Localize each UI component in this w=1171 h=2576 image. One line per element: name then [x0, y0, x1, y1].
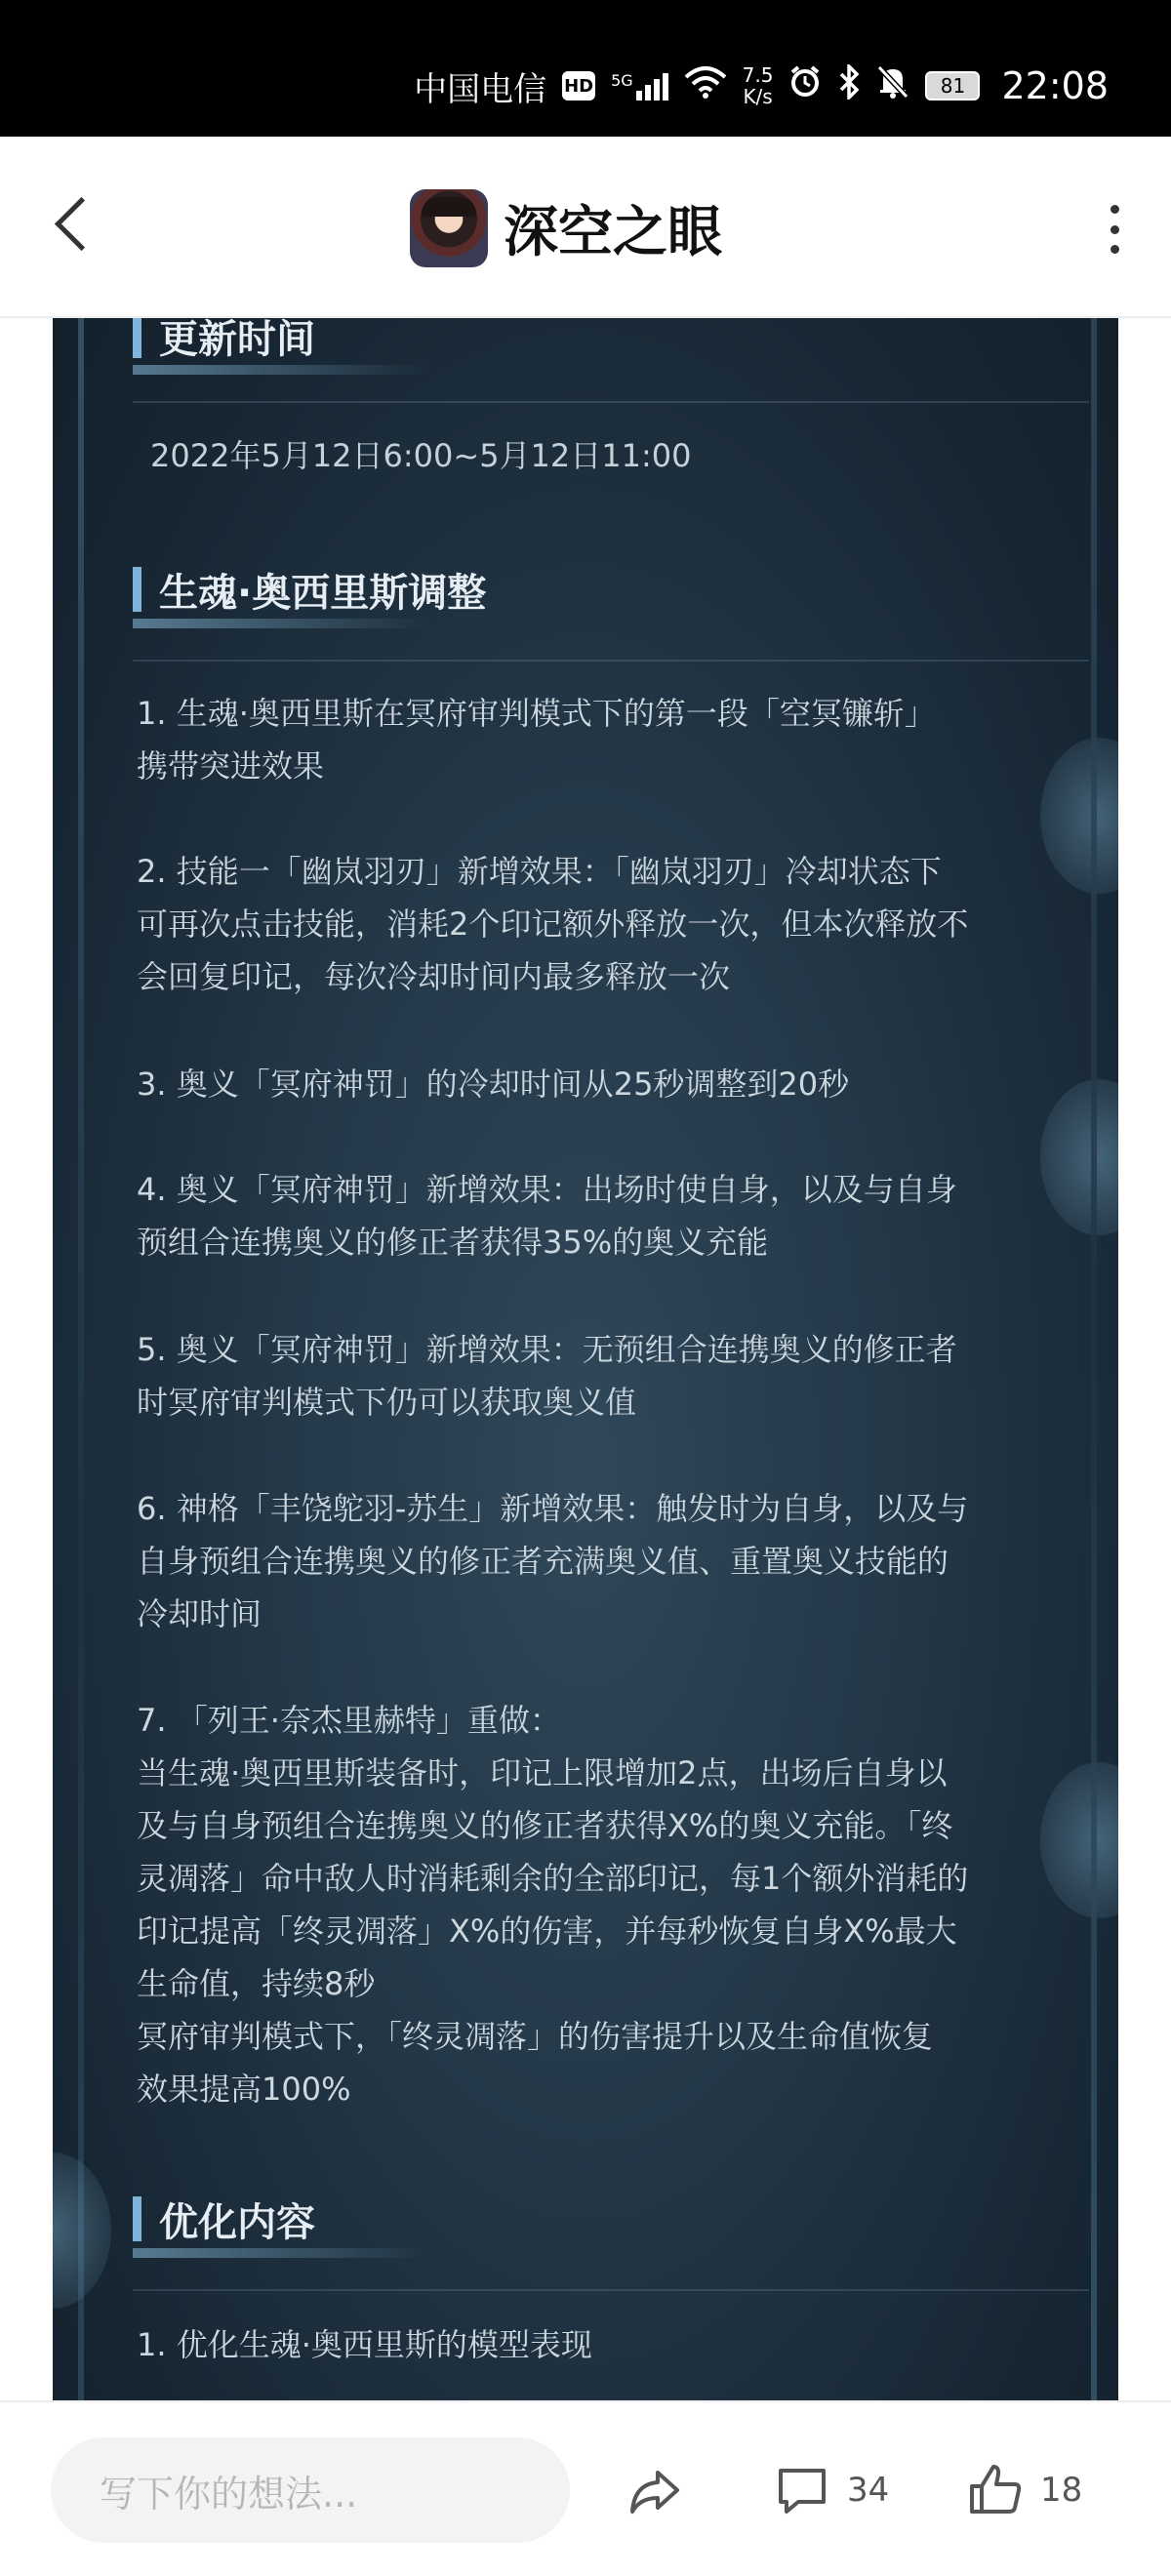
section-title-osiris-adjustment: 生魂·奥西里斯调整 — [133, 560, 486, 619]
network-speed: 7.5 K/s — [742, 63, 774, 108]
section-title-optimization: 优化内容 — [133, 2190, 315, 2248]
section-title-update-time: 更新时间 — [133, 318, 315, 365]
list-item: 4. 奥义「冥府神罚」新增效果：出场时使自身，以及与自身 预组合连携奥义的修正者获得35%的奥义充能 — [137, 1171, 957, 1261]
list-item: 1. 优化生魂·奥西里斯的模型表现 — [137, 2326, 592, 2363]
divider — [133, 660, 1089, 662]
app-header — [0, 137, 1171, 318]
page-title: 深空之眼 — [504, 201, 722, 264]
battery-indicator: 81 — [925, 71, 980, 101]
like-button[interactable] — [966, 2451, 1082, 2529]
list-item: 2. 技能一「幽岚羽刃」新增效果：「幽岚羽刃」冷却状态下 可再次点击技能，消耗2个印记额外释放一次，但本次释放不 会回复印记，每次冷却时间内最多释放一次 — [137, 853, 969, 995]
hd-badge: HD — [562, 71, 595, 101]
list-item: 7. 「列王·奈杰里赫特」重做： 当生魂·奥西里斯装备时，印记上限增加2点，出场后自身以 及与自身预组合连携奥义的修正者获得X%的奥义充能。「终 灵凋落」命中敌人时消耗剩余的全部印记，每1个额外消耗的 印记提高「终灵凋落」X%的伤害，并每秒恢复自身X%最大 生命值，持续8秒 冥府审判模式下，「终灵凋落」的伤害提升以及生命值恢复 效果提高100% — [137, 1702, 969, 2108]
mute-bell-icon — [876, 64, 909, 107]
more-options-button[interactable] — [1105, 205, 1124, 254]
more-dot-icon — [1110, 225, 1119, 234]
alarm-icon — [788, 65, 822, 106]
share-button[interactable] — [625, 2451, 683, 2529]
share-icon — [625, 2461, 683, 2519]
thumbs-up-icon — [966, 2461, 1025, 2519]
list-item: 5. 奥义「冥府神罚」新增效果：无预组合连携奥义的修正者 时冥府审判模式下仍可以获取奥义值 — [137, 1331, 957, 1421]
section-accent-bar — [133, 567, 141, 612]
divider — [133, 401, 1089, 403]
clock: 22:08 — [1001, 64, 1109, 107]
bluetooth-icon — [837, 64, 861, 107]
section-accent-bar — [133, 318, 141, 358]
list-item: 3. 奥义「冥府神罚」的冷却时间从25秒调整到20秒 — [137, 1066, 850, 1103]
list-item: 6. 神格「丰饶鸵羽-苏生」新增效果：触发时为自身，以及与 自身预组合连携奥义的修正者充满奥义值、重置奥义技能的 冷却时间 — [137, 1490, 969, 1632]
cellular-signal-icon: 5G — [611, 71, 668, 101]
update-date: 2022年5月12日6:00~5月12日11:00 — [150, 437, 692, 474]
more-dot-icon — [1110, 245, 1119, 254]
bottom-action-bar — [0, 2400, 1171, 2576]
article-content[interactable] — [0, 318, 1171, 2400]
more-dot-icon — [1110, 205, 1119, 214]
app-avatar-icon — [410, 189, 488, 267]
comment-input[interactable]: 写下你的想法... — [51, 2437, 570, 2543]
list-item: 1. 生魂·奥西里斯在冥府审判模式下的第一段「空冥镰斩」 携带突进效果 — [137, 695, 936, 785]
carrier-label: 中国电信 — [414, 69, 547, 109]
comments-button[interactable] — [773, 2451, 889, 2529]
decorative-glow — [53, 2153, 111, 2309]
like-count: 18 — [1040, 2471, 1083, 2510]
header-title-group — [410, 189, 722, 267]
comment-icon — [773, 2461, 831, 2519]
section-accent-bar — [133, 2196, 141, 2241]
wifi-icon — [684, 65, 727, 106]
comment-count: 34 — [847, 2471, 890, 2510]
status-bar — [0, 0, 1171, 137]
back-button[interactable] — [51, 197, 105, 256]
announcement-image — [53, 318, 1118, 2400]
divider — [133, 2289, 1089, 2291]
